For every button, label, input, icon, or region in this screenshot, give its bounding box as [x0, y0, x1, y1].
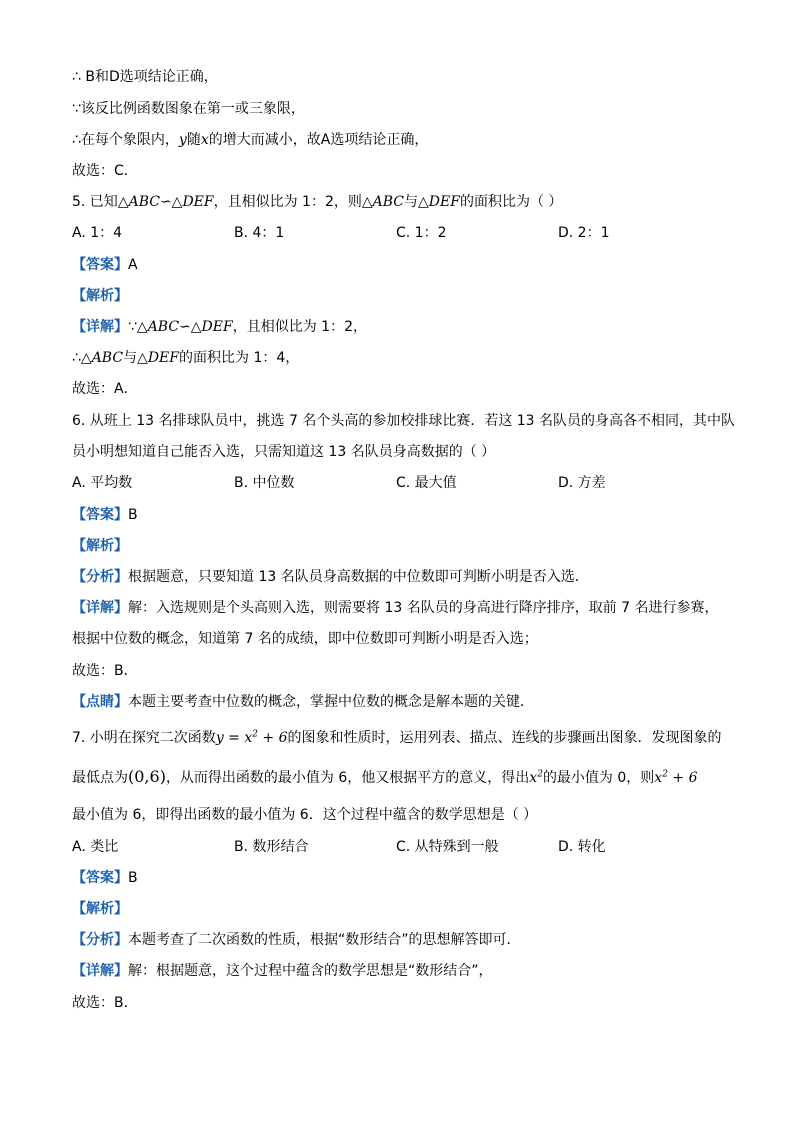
- text: 与: [123, 350, 138, 366]
- answer-tag: 【答案】: [72, 507, 128, 523]
- point-expr: (0,6): [128, 767, 166, 786]
- math-expr: [654, 770, 697, 786]
- text: 本题主要考查中位数的概念，掌握中位数的概念是解本题的关键．: [128, 694, 534, 710]
- answer-tag: 【答案】: [72, 257, 128, 273]
- var-y: y: [178, 132, 187, 148]
- text: 的面积比为（ ）: [459, 194, 563, 210]
- q6-fenxi: [72, 568, 589, 586]
- q7-option-d: D. 转化: [558, 839, 606, 855]
- text: 的最小值为 0，则: [542, 770, 655, 786]
- text: 7. 小明在探究二次函数: [72, 730, 216, 746]
- text: 随: [186, 132, 201, 148]
- text: ，且相似比为 1：2，则: [213, 194, 362, 210]
- text: ，且相似比为 1：2，: [232, 319, 367, 335]
- detail-tag: 【详解】: [72, 319, 128, 335]
- expr-part: x: [529, 770, 538, 786]
- q5-option-c: C. 1：2: [396, 225, 447, 241]
- q7-stem-line-2: [72, 768, 697, 787]
- q6-analysis-heading: [72, 537, 128, 555]
- prev-choose-line: 故选：C．: [72, 163, 138, 179]
- q6-answer: [72, 506, 138, 524]
- math-expr: [529, 770, 543, 786]
- q7-answer: [72, 869, 138, 887]
- prev-conclusion-line-3: [72, 131, 428, 149]
- answer-tag: 【答案】: [72, 870, 128, 886]
- text: ∴在每个象限内，: [72, 132, 179, 148]
- q6-option-c: C. 最大值: [396, 475, 457, 491]
- q7-stem-line-3: 最小值为 6，即得出函数的最小值为 6．这个过程中蕴含的数学思想是（ ）: [72, 807, 538, 823]
- q5-answer: [72, 256, 138, 274]
- q7-stem-line-1: [72, 729, 722, 747]
- expr-part: y = x: [215, 730, 253, 746]
- q7-option-c: C. 从特殊到一般: [396, 839, 499, 855]
- expr-part: x: [654, 770, 663, 786]
- expr-part: + 6: [257, 730, 288, 746]
- math-expr: △ABC: [80, 350, 124, 366]
- exponent: 2: [537, 769, 543, 780]
- text: 根据题意，只要知道 13 名队员身高数据的中位数即可判断小明是否入选．: [128, 569, 589, 585]
- text: 本题考查了二次函数的性质，根据“数形结合”的思想解答即可．: [128, 932, 521, 948]
- q6-stem-line-1: 6. 从班上 13 名排球队员中，挑选 7 名个头高的参加校排球比赛．若这 13 名队员的身高各不相同，其中队: [72, 413, 736, 429]
- q5-option-b: B. 4：1: [234, 225, 285, 241]
- q7-analysis-heading: [72, 900, 128, 918]
- detail-tag: 【详解】: [72, 600, 128, 616]
- text: 解：入选规则是个头高则入选，则需要将 13 名队员的身高进行降序排序，取前 7 名进行参赛，: [128, 600, 719, 616]
- q5-option-d: D. 2：1: [558, 225, 610, 241]
- q5-conclusion: [72, 349, 299, 367]
- answer-value: B: [128, 507, 138, 523]
- q6-detail-line-1: [72, 599, 719, 617]
- text: 的面积比为 1：4，: [179, 350, 300, 366]
- q6-dianjing: [72, 693, 534, 711]
- q5-option-a: A. 1：4: [72, 225, 123, 241]
- var-x: x: [200, 132, 209, 148]
- q7-fenxi: [72, 931, 521, 949]
- answer-value: B: [128, 870, 138, 886]
- q6-option-d: D. 方差: [558, 475, 606, 491]
- math-expr: △ABC: [361, 194, 405, 210]
- q6-stem-line-2: 员小明想知道自己能否入选，只需知道这 13 名队员身高数据的（ ）: [72, 444, 496, 460]
- q6-detail-line-2: 根据中位数的概念，知道第 7 名的成绩，即中位数即可判断小明是否入选；: [72, 631, 538, 647]
- q5-choose: 故选：A．: [72, 381, 138, 397]
- q5-detail: [72, 318, 367, 336]
- text: 与: [404, 194, 419, 210]
- exponent: 2: [662, 769, 668, 780]
- analysis-tag: 【解析】: [72, 538, 128, 554]
- analysis-tag: 【解析】: [72, 901, 128, 917]
- text: 的增大而减小，故A选项结论正确，: [208, 132, 429, 148]
- q7-option-b: B. 数形结合: [234, 839, 309, 855]
- text: 解：根据题意，这个过程中蕴含的数学思想是“数形结合”，: [128, 963, 493, 979]
- dianjing-tag: 【点睛】: [72, 694, 128, 710]
- text: ∴: [72, 350, 81, 366]
- fenxi-tag: 【分析】: [72, 569, 128, 585]
- q7-detail: [72, 962, 493, 980]
- text: ，从而得出函数的最小值为 6，他又根据平方的意义，得出: [165, 770, 530, 786]
- prev-conclusion-line-2: ∵该反比例函数图象在第一或三象限，: [72, 101, 305, 117]
- q6-option-b: B. 中位数: [234, 475, 295, 491]
- q5-analysis-heading: [72, 287, 128, 305]
- q7-choose: 故选：B．: [72, 995, 138, 1011]
- expr-part: + 6: [667, 770, 698, 786]
- text: 5. 已知: [72, 194, 118, 210]
- exponent: 2: [252, 729, 258, 740]
- fenxi-tag: 【分析】: [72, 932, 128, 948]
- q6-option-a: A. 平均数: [72, 475, 133, 491]
- math-expr: △DEF: [418, 194, 460, 210]
- function-expr: [216, 730, 288, 746]
- analysis-tag: 【解析】: [72, 288, 128, 304]
- detail-tag: 【详解】: [72, 963, 128, 979]
- text: ∵: [128, 319, 137, 335]
- math-expr: △ABC∽△DEF: [117, 194, 214, 210]
- prev-conclusion-line-1: ∴ B和D选项结论正确，: [72, 69, 218, 85]
- q7-option-a: A. 类比: [72, 839, 119, 855]
- q6-choose: 故选：B．: [72, 663, 138, 679]
- math-expr: △DEF: [137, 350, 179, 366]
- math-expr: △ABC∽△DEF: [136, 319, 233, 335]
- answer-value: A: [128, 257, 138, 273]
- text: 最低点为: [72, 770, 128, 786]
- text: 的图象和性质时，运用列表、描点、连线的步骤画出图象．发现图象的: [287, 730, 722, 746]
- q5-stem: [72, 193, 562, 211]
